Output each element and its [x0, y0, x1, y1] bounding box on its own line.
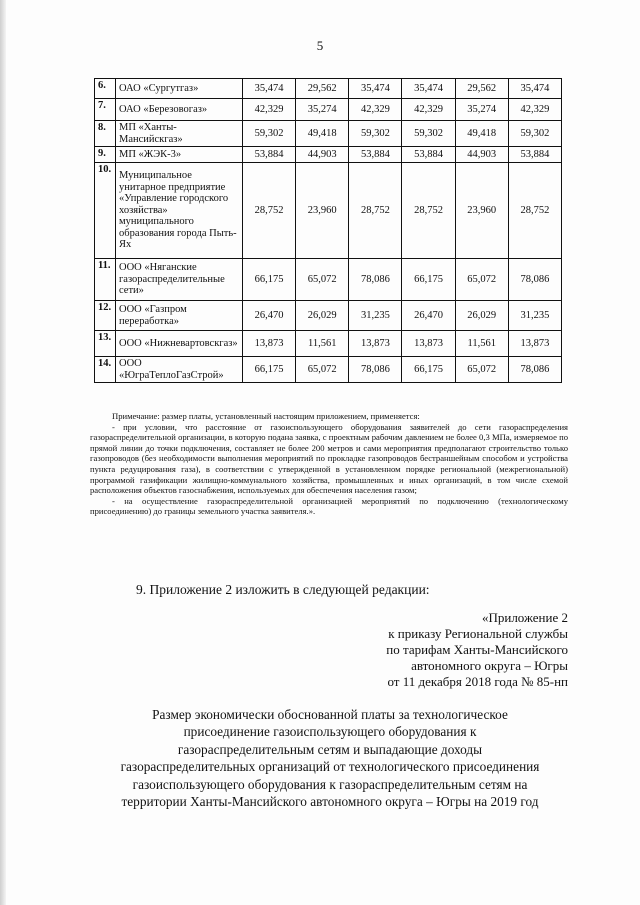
organization-name: Муниципальное унитарное предприятие «Управление городского хозяйства» муниципального образования города Пыть-Ях — [116, 163, 243, 259]
title-line: территории Ханты-Мансийского автономного округа – Югры на 2019 год — [121, 794, 539, 810]
tariff-value: 28,752 — [402, 163, 455, 259]
attachment-line: «Приложение 2 — [481, 610, 568, 625]
tariff-value: 11,561 — [455, 331, 508, 357]
tariff-value: 42,329 — [508, 99, 561, 121]
tariff-value: 13,873 — [243, 331, 296, 357]
organization-name: ООО «Няганские газораспределительные сети» — [116, 259, 243, 301]
tariff-value: 66,175 — [243, 357, 296, 383]
tariff-value: 65,072 — [455, 357, 508, 383]
row-number: 10. — [95, 163, 116, 259]
page-number: 5 — [316, 38, 324, 53]
tariff-value: 35,474 — [349, 79, 402, 99]
organization-name: ООО «Газпром переработка» — [116, 301, 243, 331]
tariff-value: 78,086 — [508, 357, 561, 383]
tariff-value: 53,884 — [402, 147, 455, 163]
title-line: присоединение газоиспользующего оборудования к — [183, 724, 477, 740]
tariff-value: 29,562 — [455, 79, 508, 99]
tariff-value: 59,302 — [508, 121, 561, 147]
tariff-value: 42,329 — [402, 99, 455, 121]
tariff-value: 42,329 — [243, 99, 296, 121]
tariff-value: 78,086 — [508, 259, 561, 301]
tariff-value: 78,086 — [349, 259, 402, 301]
tariff-value: 31,235 — [349, 301, 402, 331]
tariff-value: 28,752 — [243, 163, 296, 259]
tariff-value: 53,884 — [349, 147, 402, 163]
document-title — [92, 706, 568, 810]
tariff-table — [94, 78, 562, 383]
note-paragraph-1: - при условии, что расстояние от газоиспользующего оборудования заявителей до сети газораспределения газораспределительной организации, в которую подана заявка, с проектным рабочим давлением не более 0,3 МПа, измеряемое по прямой линии до точки подключения, составляет не более 200 метров и сами мероприятия предполагают строительство только газопроводов (без необходимости выполнения мероприятий по прокладке газопроводов бестраншейным способом и устройства пункта редуцирования газа), в соответствии с утвержденной в установленном порядке региональной (межрегиональной) программой газификации жилищно-коммунального хозяйства, промышленных и иных организаций, в том числе схемой расположения объектов газоснабжения, используемых для обеспечения населения газом; — [90, 421, 568, 496]
tariff-value: 65,072 — [296, 357, 349, 383]
tariff-value: 53,884 — [243, 147, 296, 163]
tariff-value: 59,302 — [402, 121, 455, 147]
tariff-value: 28,752 — [349, 163, 402, 259]
table-row — [95, 79, 562, 99]
row-number: 6. — [95, 79, 116, 99]
table-row — [95, 99, 562, 121]
tariff-value: 66,175 — [402, 259, 455, 301]
tariff-value: 66,175 — [402, 357, 455, 383]
attachment-line: от 11 декабря 2018 года № 85-нп — [387, 674, 568, 689]
tariff-value: 13,873 — [508, 331, 561, 357]
row-number: 7. — [95, 99, 116, 121]
tariff-value: 44,903 — [455, 147, 508, 163]
tariff-value: 13,873 — [402, 331, 455, 357]
tariff-value: 23,960 — [296, 163, 349, 259]
tariff-value: 28,752 — [508, 163, 561, 259]
tariff-value: 35,274 — [296, 99, 349, 121]
tariff-value: 49,418 — [455, 121, 508, 147]
tariff-value: 49,418 — [296, 121, 349, 147]
tariff-value: 35,474 — [243, 79, 296, 99]
tariff-value: 66,175 — [243, 259, 296, 301]
row-number: 11. — [95, 259, 116, 301]
title-line: газоиспользующего оборудования к газораспределительным сетям на — [132, 776, 528, 792]
organization-name: МП «Ханты-Мансийскгаз» — [116, 121, 243, 147]
tariff-value: 35,474 — [508, 79, 561, 99]
organization-name: ООО «ЮграТеплоГазСтрой» — [116, 357, 243, 383]
tariff-value: 44,903 — [296, 147, 349, 163]
row-number: 13. — [95, 331, 116, 357]
tariff-value: 59,302 — [243, 121, 296, 147]
table-row — [95, 121, 562, 147]
title-line: газораспределительных организаций от технологического присоединения — [120, 759, 540, 775]
attachment-line: автономного округа – Югры — [411, 658, 568, 673]
tariff-value: 35,474 — [402, 79, 455, 99]
organization-name: МП «ЖЭК-3» — [116, 147, 243, 163]
table-row — [95, 259, 562, 301]
table-row — [95, 357, 562, 383]
tariff-value: 59,302 — [349, 121, 402, 147]
row-number: 12. — [95, 301, 116, 331]
item-9-heading: 9. Приложение 2 изложить в следующей редакции: — [136, 582, 430, 597]
tariff-value: 11,561 — [296, 331, 349, 357]
tariff-value: 23,960 — [455, 163, 508, 259]
tariff-value: 26,470 — [402, 301, 455, 331]
table-row — [95, 163, 562, 259]
tariff-value: 31,235 — [508, 301, 561, 331]
organization-name: ООО «Нижневартовскгаз» — [116, 331, 243, 357]
tariff-table-body — [95, 79, 562, 383]
organization-name: ОАО «Сургутгаз» — [116, 79, 243, 99]
organization-name: ОАО «Березовогаз» — [116, 99, 243, 121]
tariff-value: 26,029 — [296, 301, 349, 331]
attachment-line: к приказу Региональной службы — [388, 626, 568, 641]
attachment-line: по тарифам Ханты-Мансийского — [386, 642, 568, 657]
row-number: 8. — [95, 121, 116, 147]
tariff-value: 35,274 — [455, 99, 508, 121]
title-line: Размер экономически обоснованной платы за технологическое — [152, 707, 508, 722]
table-row — [95, 301, 562, 331]
tariff-value: 65,072 — [455, 259, 508, 301]
attachment-header — [338, 610, 568, 690]
row-number: 14. — [95, 357, 116, 383]
tariff-value: 26,029 — [455, 301, 508, 331]
scan-edge-shadow — [0, 0, 6, 905]
title-line: газораспределительным сетям и выпадающие доходы — [177, 741, 483, 757]
table-row — [95, 331, 562, 357]
tariff-value: 65,072 — [296, 259, 349, 301]
note-block — [90, 411, 568, 517]
tariff-value: 29,562 — [296, 79, 349, 99]
tariff-value: 53,884 — [508, 147, 561, 163]
tariff-value: 13,873 — [349, 331, 402, 357]
table-row — [95, 147, 562, 163]
note-paragraph-2: - на осуществление газораспределительной организацией мероприятий по подключению (технологическому присоединению) до границы земельного участка заявителя.». — [90, 495, 568, 517]
tariff-value: 26,470 — [243, 301, 296, 331]
note-heading: Примечание: размер платы, установленный настоящим приложением, применяется: — [112, 411, 420, 421]
row-number: 9. — [95, 147, 116, 163]
tariff-value: 78,086 — [349, 357, 402, 383]
tariff-value: 42,329 — [349, 99, 402, 121]
